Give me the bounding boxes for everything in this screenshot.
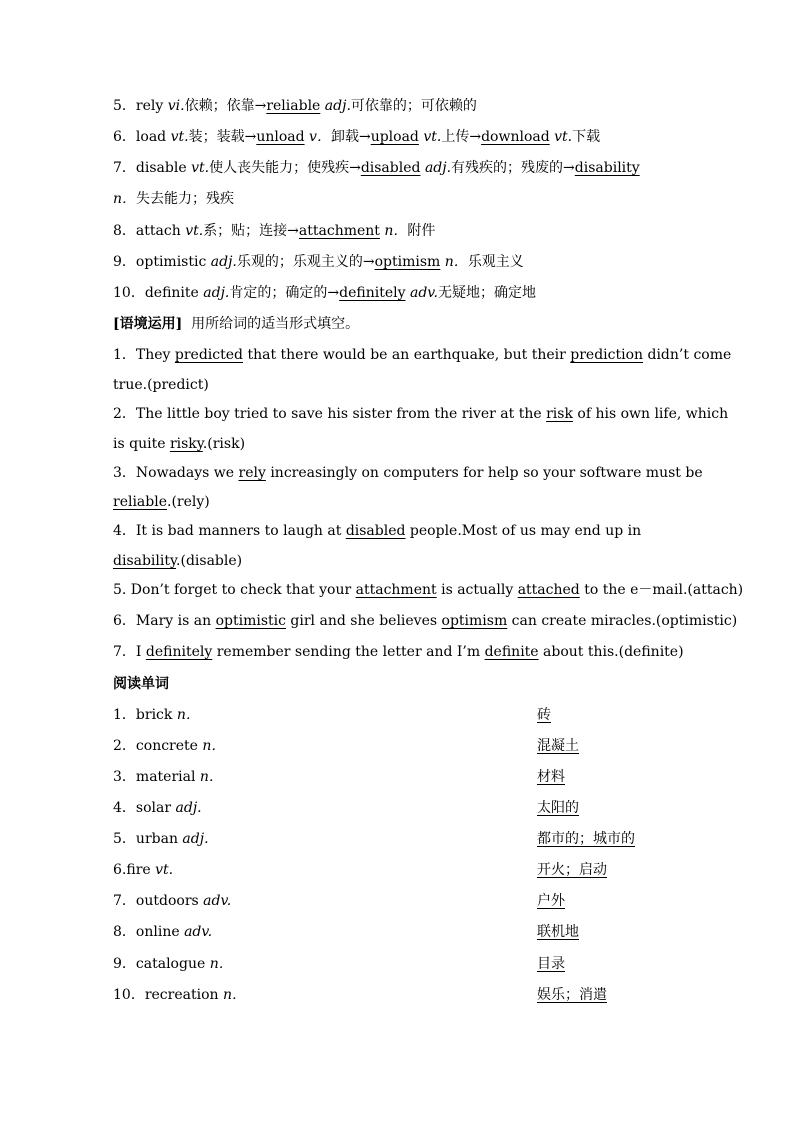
item-number: 8． xyxy=(113,924,136,940)
part-of-speech: n． xyxy=(113,191,137,207)
definition: 失去能力；残疾 xyxy=(136,191,235,207)
reading-item xyxy=(113,766,684,788)
reading-meaning: 户外 xyxy=(537,893,565,909)
item-number: 6. xyxy=(113,862,127,878)
context-sentence-3-continued xyxy=(113,491,684,513)
part-of-speech: adj. xyxy=(175,800,202,816)
part-of-speech: vt. xyxy=(155,862,174,878)
reading-item xyxy=(113,828,684,850)
sentence-text: 6．Mary is an xyxy=(113,613,216,629)
sentence-text: remember sending the letter and I’m xyxy=(212,644,485,660)
vocab-item-optimistic xyxy=(113,251,684,273)
answer: reliable xyxy=(113,494,168,510)
part-of-speech: n． xyxy=(202,738,226,754)
reading-meaning: 目录 xyxy=(537,956,565,972)
reading-item xyxy=(113,921,684,943)
sentence-text: is actually xyxy=(436,582,518,598)
definition: 有残疾的；残废的→ xyxy=(451,160,575,176)
sentence-text: about this.(definite) xyxy=(538,644,684,660)
item-number: 9． xyxy=(113,254,136,270)
vocab-item-definite xyxy=(113,282,684,304)
definition: 乐观主义 xyxy=(467,254,524,270)
answer: attachment xyxy=(355,582,437,598)
definition: 系；贴；连接→ xyxy=(203,223,299,239)
reading-meaning: 混凝土 xyxy=(537,738,579,754)
sentence-text: to the e－mail.(attach) xyxy=(579,582,744,598)
definition: 无疑地；确定地 xyxy=(437,285,536,301)
answer: definite xyxy=(484,644,539,660)
sentence-text: increasingly on computers for help so your software must be xyxy=(265,465,703,481)
item-number: 10． xyxy=(113,987,145,1003)
reading-meaning: 都市的；城市的 xyxy=(537,831,635,847)
part-of-speech: n． xyxy=(209,956,233,972)
reading-item xyxy=(113,859,684,881)
reading-item xyxy=(113,735,684,757)
item-number: 2． xyxy=(113,738,136,754)
sentence-text: 2．The little boy tried to save his sister from the river at the xyxy=(113,406,547,422)
reading-meaning: 材料 xyxy=(537,769,565,785)
answer: definitely xyxy=(145,644,213,660)
reading-heading-line xyxy=(113,673,684,695)
answer: predicted xyxy=(174,347,243,363)
reading-word: outdoors xyxy=(135,893,199,909)
part-of-speech: vt. xyxy=(191,160,210,176)
reading-word: catalogue xyxy=(135,956,206,972)
reading-word: solar xyxy=(135,800,172,816)
answer: attachment xyxy=(298,223,380,239)
definition: 乐观的；乐观主义的→ xyxy=(236,254,375,270)
sentence-text: 5. Don’t forget to check that your xyxy=(113,582,356,598)
reading-item xyxy=(113,890,684,912)
reading-word: urban xyxy=(135,831,178,847)
reading-item xyxy=(113,953,684,975)
item-number: 5． xyxy=(113,98,136,114)
part-of-speech: adj. xyxy=(324,98,351,114)
section-heading: [语境运用] xyxy=(113,316,183,332)
reading-word: brick xyxy=(135,707,173,723)
reading-meaning: 开火；启动 xyxy=(537,862,607,878)
context-sentence-2 xyxy=(113,403,729,425)
sentence-text: girl and she believes xyxy=(285,613,442,629)
item-number: 3． xyxy=(113,769,136,785)
part-of-speech: adv. xyxy=(409,285,438,301)
part-of-speech: vt. xyxy=(170,129,189,145)
sentence-text: 4．It is bad manners to laugh at xyxy=(113,523,346,539)
answer: upload xyxy=(370,129,419,145)
definition: 卸载→ xyxy=(330,129,371,145)
part-of-speech: vi. xyxy=(167,98,185,114)
reading-meaning: 娱乐；消遣 xyxy=(537,987,607,1003)
part-of-speech: adj. xyxy=(210,254,237,270)
vocab-item-rely xyxy=(113,95,684,117)
vocab-word: definite xyxy=(144,285,199,301)
item-number: 1． xyxy=(113,707,136,723)
context-sentence-7 xyxy=(113,641,684,663)
item-number: 7． xyxy=(113,893,136,909)
sentence-text: .(disable) xyxy=(176,553,243,569)
reading-item xyxy=(113,797,684,819)
definition: 下载 xyxy=(572,129,601,145)
answer: prediction xyxy=(570,347,644,363)
answer: rely xyxy=(238,465,266,481)
sentence-text: didn’t come xyxy=(643,347,732,363)
item-number: 4． xyxy=(113,800,136,816)
item-number: 6． xyxy=(113,129,136,145)
sentence-text: that there would be an earthquake, but their xyxy=(243,347,571,363)
vocab-item-load xyxy=(113,126,684,148)
vocab-word: rely xyxy=(135,98,164,114)
definition: 装；装载→ xyxy=(188,129,257,145)
context-heading-line xyxy=(113,313,684,335)
part-of-speech: v． xyxy=(309,129,331,145)
vocab-item-disable xyxy=(113,157,684,179)
reading-item xyxy=(113,704,684,726)
part-of-speech: n． xyxy=(199,769,223,785)
instruction: 用所给词的适当形式填空。 xyxy=(191,316,360,332)
context-sentence-4 xyxy=(113,520,684,542)
definition: 可依靠的；可依赖的 xyxy=(350,98,477,114)
vocab-word: disable xyxy=(135,160,187,176)
reading-word: concrete xyxy=(135,738,198,754)
context-sentence-2-continued xyxy=(113,433,684,455)
part-of-speech: adj. xyxy=(424,160,452,176)
part-of-speech: vt. xyxy=(554,129,573,145)
answer: optimism xyxy=(441,613,508,629)
part-of-speech: vt. xyxy=(423,129,442,145)
reading-meaning: 联机地 xyxy=(537,924,579,940)
sentence-text: .(rely) xyxy=(167,494,210,510)
answer: risk xyxy=(546,406,573,422)
section-heading: 阅读单词 xyxy=(113,676,169,692)
answer: unload xyxy=(256,129,305,145)
answer: disabled xyxy=(345,523,406,539)
answer: disabled xyxy=(360,160,421,176)
answer: definitely xyxy=(339,285,406,301)
answer: disability xyxy=(574,160,640,176)
answer: attached xyxy=(517,582,580,598)
sentence-text: 1．They xyxy=(113,347,175,363)
sentence-text: people.Most of us may end up in xyxy=(405,523,642,539)
part-of-speech: vt. xyxy=(185,223,204,239)
sentence-text: can create miracles.(optimistic) xyxy=(507,613,738,629)
item-number: 5． xyxy=(113,831,136,847)
reading-meaning: 砖 xyxy=(537,707,551,723)
item-number: 9． xyxy=(113,956,136,972)
reading-item xyxy=(113,984,684,1006)
answer: optimism xyxy=(374,254,441,270)
part-of-speech: adj. xyxy=(203,285,230,301)
context-sentence-5 xyxy=(113,579,744,601)
part-of-speech: adv. xyxy=(184,924,213,940)
vocab-item-disable-continued xyxy=(113,188,684,210)
item-number: 7． xyxy=(113,160,136,176)
reading-word: material xyxy=(135,769,196,785)
part-of-speech: adv. xyxy=(203,893,232,909)
context-sentence-3 xyxy=(113,462,703,484)
reading-word: recreation xyxy=(144,987,219,1003)
definition: 依赖；依靠→ xyxy=(184,98,267,114)
sentence-text: of his own life, which xyxy=(572,406,729,422)
vocab-word: load xyxy=(135,129,167,145)
reading-meaning: 太阳的 xyxy=(537,800,579,816)
definition: 上传→ xyxy=(441,129,482,145)
answer: risky xyxy=(169,436,203,452)
reading-word: online xyxy=(135,924,180,940)
part-of-speech: adj. xyxy=(182,831,209,847)
part-of-speech: n． xyxy=(384,223,408,239)
definition: 肯定的；确定的→ xyxy=(229,285,340,301)
sentence-text: 3．Nowadays we xyxy=(113,465,239,481)
answer: download xyxy=(481,129,550,145)
sentence-text: 7．I xyxy=(113,644,146,660)
part-of-speech: n． xyxy=(444,254,468,270)
sentence-text: .(risk) xyxy=(202,436,246,452)
reading-word: fire xyxy=(126,862,151,878)
vocab-item-attach xyxy=(113,220,684,242)
context-sentence-6 xyxy=(113,610,738,632)
definition: 使人丧失能力；使残疾→ xyxy=(209,160,361,176)
answer: disability xyxy=(113,553,177,569)
context-sentence-1 xyxy=(113,344,732,366)
sentence-text: is quite xyxy=(113,436,170,452)
vocab-word: optimistic xyxy=(135,254,207,270)
answer: optimistic xyxy=(215,613,286,629)
context-sentence-1-continued xyxy=(113,374,684,396)
vocab-word: attach xyxy=(135,223,181,239)
part-of-speech: n． xyxy=(176,707,200,723)
item-number: 10． xyxy=(113,285,145,301)
context-sentence-4-continued xyxy=(113,550,684,572)
answer: reliable xyxy=(266,98,321,114)
sentence-text: true.(predict) xyxy=(113,377,209,393)
item-number: 8． xyxy=(113,223,136,239)
definition: 附件 xyxy=(407,223,436,239)
part-of-speech: n． xyxy=(222,987,247,1003)
